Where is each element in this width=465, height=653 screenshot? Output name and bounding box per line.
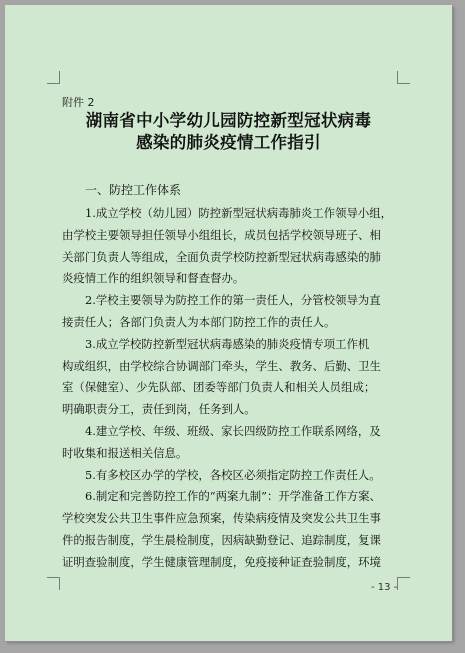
- body-line: 4.建立学校、年级、班级、家长四级防控工作联系网络，及: [85, 423, 381, 438]
- body-line: 构或组织，由学校综合协调部门牵头，学生、教务、后勤、卫生: [62, 358, 381, 373]
- crop-mark-top-right: [397, 71, 410, 84]
- body-line: 5.有多校区办学的学校，各校区必须指定防控工作责任人。: [85, 467, 381, 482]
- body-line: 学校突发公共卫生事件应急预案，传染病疫情及突发公共卫生事: [62, 511, 381, 526]
- document-page: [5, 5, 452, 641]
- body-line: 接责任人；各部门负责人为本部门防控工作的责任人。: [62, 314, 336, 329]
- body-line: 室（保健室）、少先队部、团委等部门负责人和相关人员组成；: [62, 380, 376, 395]
- crop-mark-top-left: [47, 71, 60, 84]
- body-line: 炎疫情工作的组织领导和督查督办。: [62, 271, 245, 286]
- body-line: 件的报告制度，学生晨检制度，因病缺勤登记、追踪制度，复课: [62, 532, 381, 547]
- body-line: 时收集和报送相关信息。: [62, 445, 188, 460]
- document-title-line-1: 湖南省中小学幼儿园防控新型冠状病毒: [85, 111, 372, 130]
- crop-mark-bottom-left: [47, 577, 60, 590]
- page-number: - 13 -: [371, 582, 398, 593]
- body-line: 关部门负责人等组成，全面负责学校防控新型冠状病毒感染的肺: [62, 249, 381, 264]
- body-text: [62, 203, 408, 574]
- body-line: 2.学校主要领导为防控工作的第一责任人，分管校领导为直: [85, 293, 381, 308]
- crop-mark-bottom-right: [397, 577, 410, 590]
- body-line: 3.成立学校防控新型冠状病毒感染的肺炎疫情专项工作机: [85, 336, 370, 351]
- section-heading: 一、防控工作体系: [85, 183, 182, 197]
- body-line: 由学校主要领导担任领导小组组长，成员包括学校领导班子、相: [62, 227, 381, 242]
- body-line: 明确职责分工，责任到岗，任务到人。: [62, 402, 256, 417]
- document-title-line-2: 感染的肺炎疫情工作指引: [136, 133, 321, 152]
- body-line: 证明查验制度，学生健康管理制度，免疫接种证查验制度，环境: [62, 554, 381, 569]
- attachment-label: 附件 2: [62, 96, 95, 109]
- body-line: 6.制定和完善防控工作的“两案九制”：开学准备工作方案、: [85, 489, 381, 504]
- body-line: 1.成立学校（幼儿园）防控新型冠状病毒肺炎工作领导小组，: [85, 206, 393, 220]
